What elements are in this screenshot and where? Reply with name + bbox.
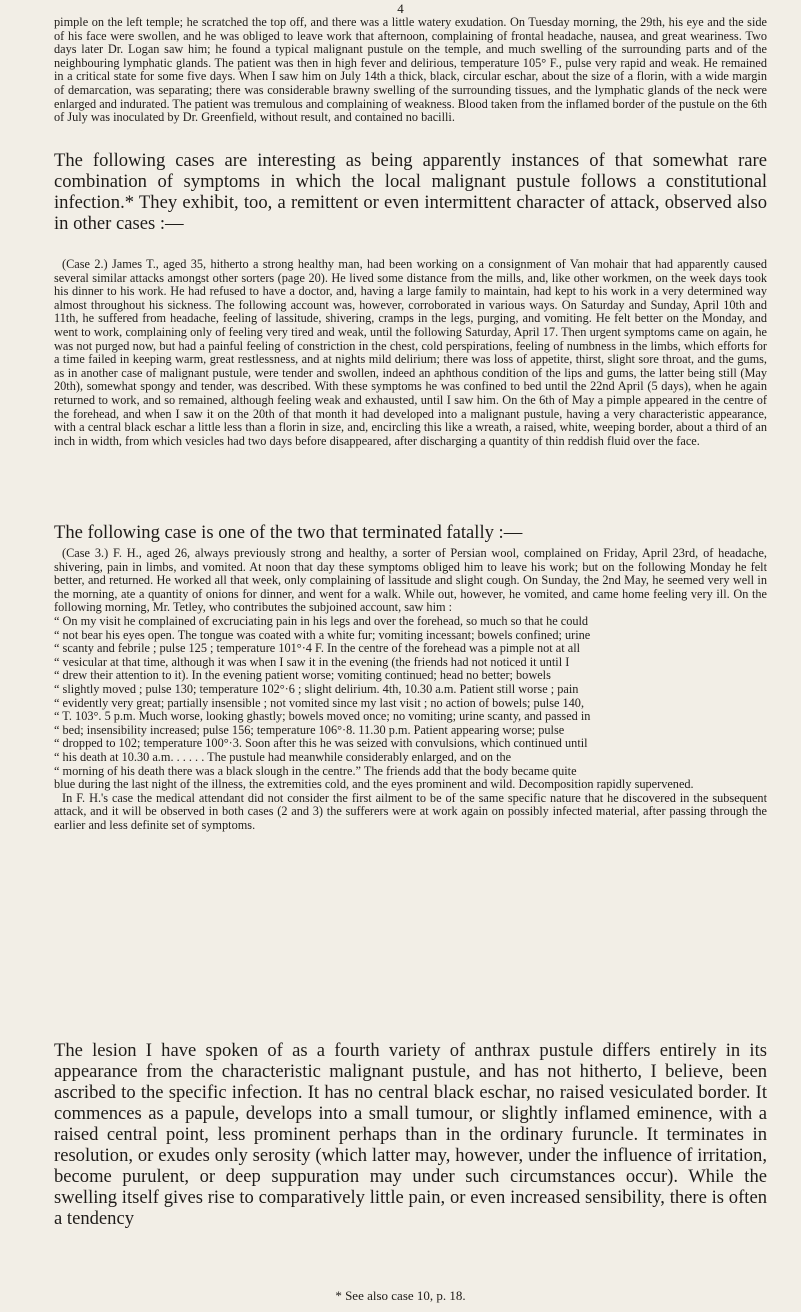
lesion-paragraph: The lesion I have spoken of as a fourth variety of anthrax pustule differs entirely in its appearance from the characteristic malignant pustule, and has not hitherto, I believe, been ascribed to the specific infection. It has no central black eschar, no raised vesiculated border. It commences as a papule, develops into a small tumour, or slightly inflamed eminence, with a raised central point, less prominent perhaps than in the ordinary furuncle. It terminates in resolution, or exudes only serosity (which latter may, however, under the influence of irritation, become purulent, or deep suppuration may under such circumstances occur). While the swelling itself gives rise to comparatively little pain, or even increased sensibility, there is often a tendency [54,1040,767,1229]
case-3-quote-line: “ dropped to 102; temperature 100°·3. Soon after this he was seized with convulsions, which continued until [54,736,588,751]
case-3-quote-line: “ vesicular at that time, although it was when I saw it in the evening (the friends had not noticed it until I [54,654,570,669]
intro-paragraph: The following cases are interesting as being apparently instances of that somewhat rare combination of symptoms in which the local malignant pustule follows a constitutional infection.* They exhibit, too, a remittent or even intermittent character of attack, observed also in other cases :— [54,150,767,234]
case-3-quote-line: “ slightly moved ; pulse 130; temperature 102°·6 ; slight delirium. 4th, 10.30 a.m. Patient still worse ; pain [54,681,579,696]
case-3-quote-line: “ his death at 10.30 a.m. . . . . . The pustule had meanwhile considerably enlarged, and on the [54,749,512,764]
case-3-tail: blue during the last night of the illness, the extremities cold, and the eyes prominent and wild. Decomposition rapidly supervened. [54,777,694,792]
page-number: 4 [397,1,404,16]
fatal-case-heading: The following case is one of the two that terminated fatally :— [54,522,523,543]
case-3-quote-line: “ drew their attention to it). In the evening patient worse; vomiting continued; head no better; bowels [54,668,551,683]
case-3-quote-line: “ morning of his death there was a black slough in the centre.” The friends add that the body became quite [54,763,577,778]
case-3-quote-line: “ scanty and febrile ; pulse 125 ; temperature 101°·4 F. In the centre of the forehead was a pimple not at all [54,641,581,656]
case-3-intro: (Case 3.) F. H., aged 26, always previously strong and healthy, a sorter of Persian wool, complained on Friday, April 23rd, of headache, shivering, pain in limbs, and vomited. At noon that day these symptoms obliged him to leave his work; but on the following Monday he felt better, and returned. He worked all that week, only complaining of lassitude and slight cough. On Sunday, the 2nd May, he seemed very well in the morning, ate a quantity of onions for dinner, and went for a walk. While out, however, he vomited, and came home feeling very ill. On the following morning, Mr. Tetley, who contributes the subjoined account, saw him : [54,546,767,615]
case-3-quote-line: “ evidently very great; partially insensible ; not vomited since my last visit ; no action of bowels; pulse 140, [54,695,585,710]
case-3-quote-line: “ bed; insensibility increased; pulse 156; temperature 106°·8. 11.30 p.m. Patient appearing worse; pulse [54,722,565,737]
case-3-comment: In F. H.'s case the medical attendant did not consider the first ailment to be of the same specific nature that he discovered in the subsequent attack, and it will be observed in both cases (2 and 3) the sufferers were at work again on possibly infected material, after passing through the earlier and less definite set of symptoms. [54,790,767,832]
case-3-quote-line: “ not bear his eyes open. The tongue was coated with a white fur; vomiting incessant; bowels confined; urine [54,627,591,642]
case-2-paragraph: (Case 2.) James T., aged 35, hitherto a strong healthy man, had been working on a consignment of Van mohair that had apparently caused several similar attacks amongst other sorters (page 20). He lived some distance from the mills, and, like other workmen, on the week days took his dinner to his work. He had refused to have a doctor, and, having a large family to maintain, had kept to his work in a very determined way almost throughout his sickness. The following account was, however, corroborated in various ways. On Saturday and Sunday, April 10th and 11th, he suffered from headache, feeling of lassitude, shivering, cramps in the legs, purging, and vomiting. He felt better on the Monday, and went to work, complaining only of feeling very tired and weak, until the following Saturday, April 17. Then urgent symptoms came on again, he was not purged now, but had a painful feeling of constriction in the chest, cold perspirations, feeling of numbness in the limbs, which efforts for a time failed in keeping warm, great restlessness, and at nights mild delirium; there was loss of appetite, thirst, slight sore throat, and the gums, as in another case of malignant pustule, were tender and swollen, indeed an aphthous condition of the lips and gums, the latter being still (May 20th), somewhat spongy and tender, was described. With these symptoms he was confined to bed until the 22nd April (5 days), when he again returned to work, and so remained, although feeling weak and exhausted, until I saw him. On the 6th of May a pimple appeared in the centre of the forehead, and when I saw it on the 20th of that month it had developed into a malignant pustule, having a very characteristic appearance, with a central black eschar a little less than a florin in size, and, encircling this like a wreath, a raised, white, weeping border, about a third of an inch in width, from which vesicles had two days before disappeared, after discharging a quantity of thin reddish fluid over the face. [54,257,767,448]
opening-paragraph: pimple on the left temple; he scratched the top off, and there was a little watery exudation. On Tuesday morning, the 29th, his eye and the side of his face were swollen, and he was obliged to leave work that afternoon, complaining of frontal headache, nausea, and great weariness. Two days later Dr. Logan saw him; he found a typical malignant pustule on the temple, and much swelling of the surrounding parts and of the neighbouring lymphatic glands. The patient was then in high fever and delirious, temperature 105° F., pulse very rapid and weak. He remained in a critical state for some five days. When I saw him on July 14th a thick, black, circular eschar, about the size of a florin, with a wide margin of demarcation, was separating; there was considerable brawny swelling of the surrounding tissues, and the lymphatic glands of the neck were enlarged and indurated. The patient was tremulous and complaining of weakness. Blood taken from the inflamed border of the pustule on the 6th of July was inoculated by Dr. Greenfield, without result, and contained no bacilli. [54,15,767,125]
case-3-block [54,547,767,832]
case-3-quote-line: “ T. 103°. 5 p.m. Much worse, looking ghastly; bowels moved once; no vomiting; urine scanty, and passed in [54,709,591,724]
footnote: * See also case 10, p. 18. [335,1288,466,1303]
case-3-quote-line: “ On my visit he complained of excruciating pain in his legs and over the forehead, so much so that he could [54,613,589,628]
